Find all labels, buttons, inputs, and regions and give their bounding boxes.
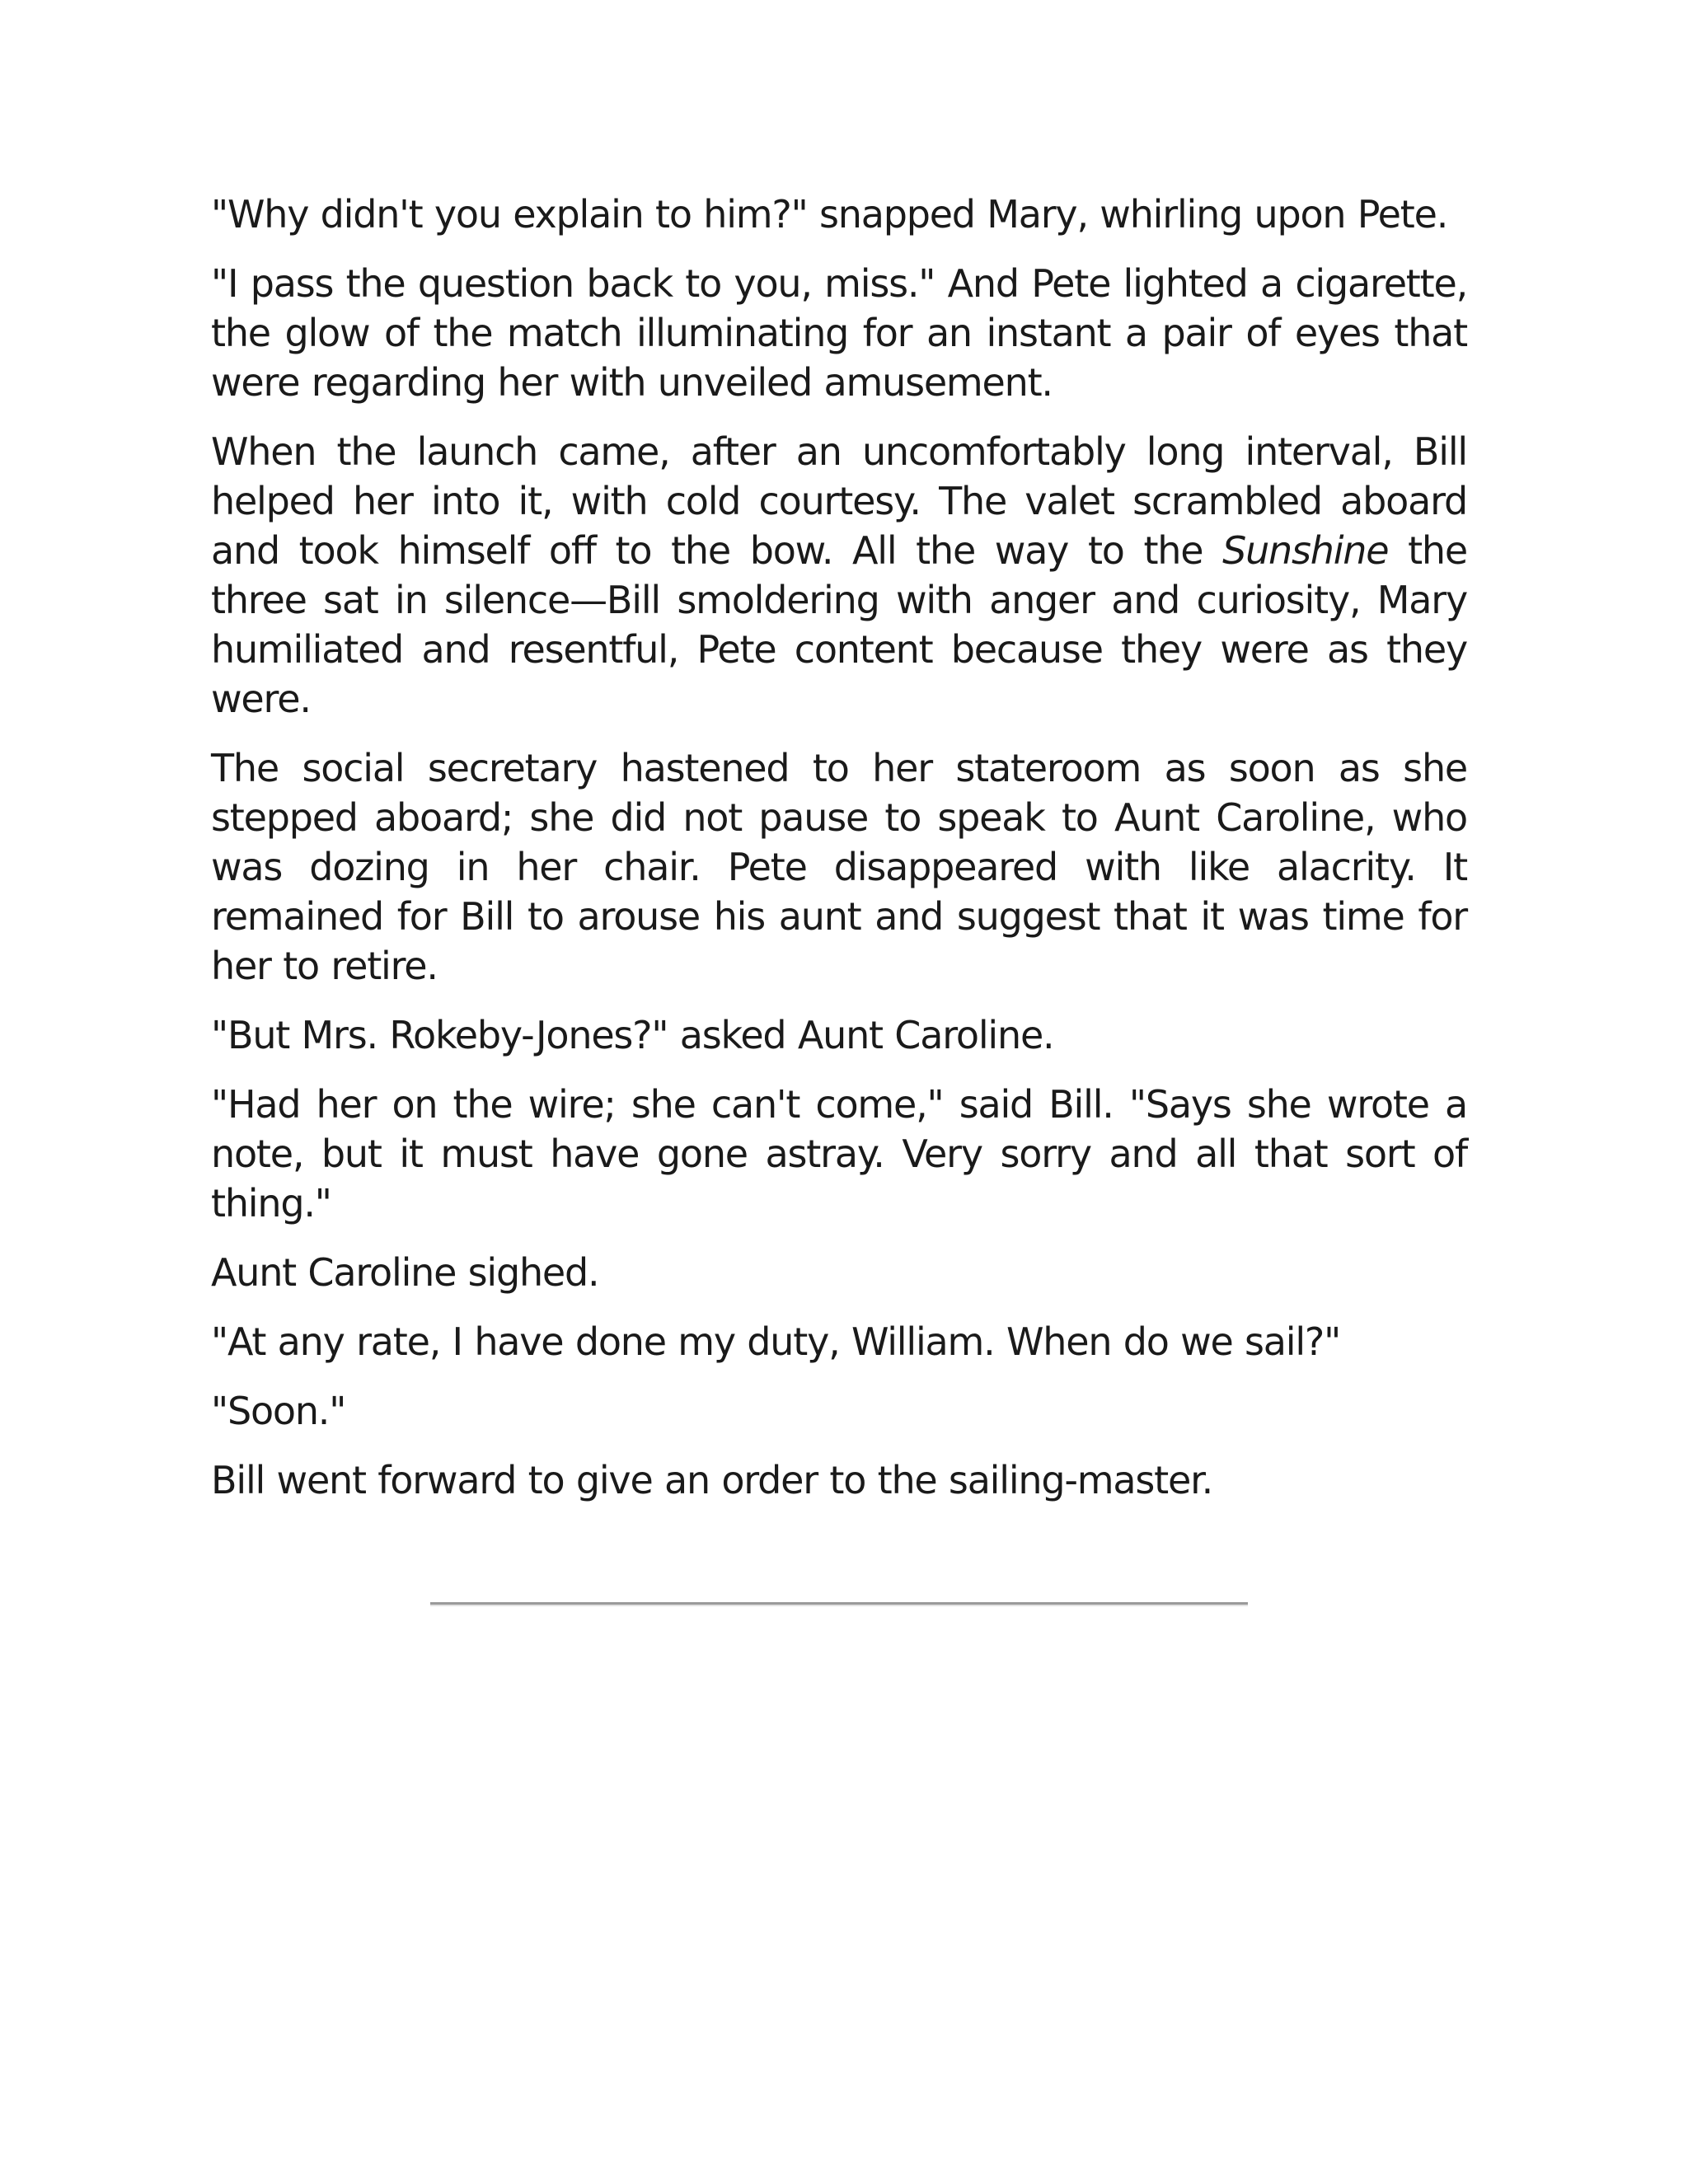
paragraph-social-secretary: The social secretary hastened to her stateroom as soon as she stepped aboard; she did not pause to speak to Aunt Caroline, who was dozing in her chair. Pete disappeared with like alacrity. It remained for Bill to arouse his aunt and suggest that it was time for her to retire. [211,746,1467,988]
paragraph-aunt-caroline-sighed: Aunt Caroline sighed. [211,1250,599,1295]
paragraph-launch-text-before: When the launch came, after an uncomfortably long interval, Bill helped her into it, with cold courtesy. The valet scrambled aboard and took himself off to the bow. All the way to the [211,429,1467,573]
section-divider [430,1602,1248,1606]
paragraph-launch-came [211,427,1467,724]
paragraph-why-didnt-you-explain: "Why didn't you explain to him?" snapped Mary, whirling upon Pete. [211,192,1448,237]
paragraph-mrs-rokeby-jones: "But Mrs. Rokeby-Jones?" asked Aunt Caroline. [211,1013,1054,1057]
paragraph-launch-text-after: the three sat in silence—Bill smoldering with anger and curiosity, Mary humiliated and resentful, Pete content because they were as they were. [211,528,1467,721]
document-body [211,190,1467,1505]
paragraph-had-her-on-the-wire: "Had her on the wire; she can't come," said Bill. "Says she wrote a note, but it must have gone astray. Very sorry and all that sort of thing." [211,1082,1467,1226]
paragraph-done-my-duty: "At any rate, I have done my duty, William. When do we sail?" [211,1319,1341,1364]
paragraph-bill-went-forward: Bill went forward to give an order to the sailing-master. [211,1458,1212,1502]
paragraph-soon: "Soon." [211,1389,346,1433]
yacht-name-sunshine: Sunshine [1222,528,1389,573]
paragraph-pass-the-question: "I pass the question back to you, miss." And Pete lighted a cigarette, the glow of the match illuminating for an instant a pair of eyes that were regarding her with unveiled amusement. [211,261,1467,405]
